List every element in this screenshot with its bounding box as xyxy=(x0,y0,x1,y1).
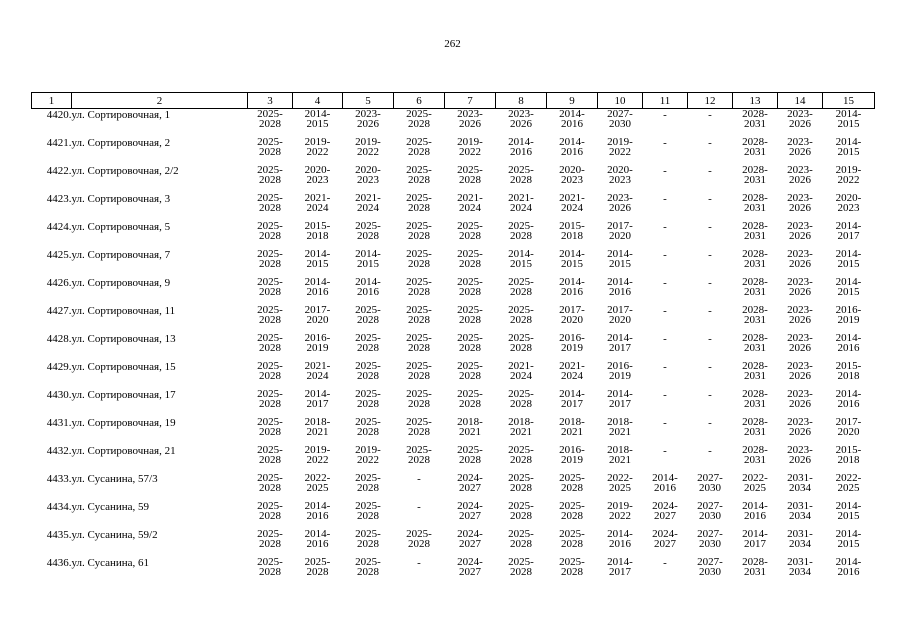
period-cell: 2017- 2020 xyxy=(835,416,862,438)
column-header: 3 xyxy=(248,93,293,109)
address-cell: ул. Сусанина, 61 xyxy=(71,557,150,569)
period-cell: 2023- 2026 xyxy=(787,136,813,158)
period-cell: 2028- 2031 xyxy=(742,136,768,158)
period-cell: 2014- 2016 xyxy=(304,500,331,522)
row-number: 4433. xyxy=(46,473,72,485)
table-row xyxy=(32,277,875,305)
period-cell: 2025- 2028 xyxy=(355,360,381,382)
period-cell: 2014- 2017 xyxy=(607,332,633,354)
period-cell: 2018- 2021 xyxy=(607,416,633,438)
period-cell: 2014- 2015 xyxy=(355,248,381,270)
column-header: 1 xyxy=(32,93,72,109)
period-cell: - xyxy=(663,193,667,205)
header-row xyxy=(32,93,875,109)
period-cell: 2014- 2016 xyxy=(559,276,585,298)
row-number: 4424. xyxy=(46,221,72,233)
period-cell: 2025- 2028 xyxy=(406,220,432,242)
period-cell: 2027- 2030 xyxy=(697,500,723,522)
period-cell: - xyxy=(708,109,712,121)
period-cell: - xyxy=(663,277,667,289)
period-cell: 2014- 2016 xyxy=(559,108,585,130)
period-cell: 2023- 2026 xyxy=(787,416,813,438)
period-cell: 2025- 2028 xyxy=(457,444,483,466)
period-cell: 2025- 2028 xyxy=(257,472,283,494)
address-cell: ул. Сусанина, 57/3 xyxy=(71,473,158,485)
period-cell: 2025- 2028 xyxy=(559,556,585,578)
row-number: 4421. xyxy=(46,137,72,149)
period-cell: 2025- 2028 xyxy=(355,332,381,354)
period-cell: 2028- 2031 xyxy=(742,304,768,326)
period-cell: 2025- 2028 xyxy=(355,304,381,326)
period-cell: 2025- 2028 xyxy=(304,556,331,578)
period-cell: 2025- 2028 xyxy=(406,192,432,214)
period-cell: 2025- 2028 xyxy=(257,360,283,382)
period-cell: 2021- 2024 xyxy=(304,360,331,382)
period-cell: 2014- 2017 xyxy=(607,556,633,578)
page-number: 262 xyxy=(444,38,461,50)
period-cell: 2025- 2028 xyxy=(257,332,283,354)
period-cell: - xyxy=(417,557,421,569)
period-cell: 2017- 2020 xyxy=(559,304,585,326)
row-number: 4432. xyxy=(46,445,72,457)
period-cell: 2025- 2028 xyxy=(457,248,483,270)
period-cell: 2023- 2026 xyxy=(787,108,813,130)
period-cell: 2025- 2028 xyxy=(559,472,585,494)
period-cell: 2021- 2024 xyxy=(355,192,381,214)
period-cell: 2028- 2031 xyxy=(742,276,768,298)
period-cell: 2014- 2017 xyxy=(607,388,633,410)
period-cell: 2019- 2022 xyxy=(355,136,381,158)
period-cell: - xyxy=(708,277,712,289)
period-cell: 2014- 2016 xyxy=(304,528,331,550)
period-cell: 2025- 2028 xyxy=(257,108,283,130)
period-cell: 2014- 2015 xyxy=(835,248,862,270)
period-cell: 2014- 2016 xyxy=(355,276,381,298)
period-cell: 2014- 2015 xyxy=(835,136,862,158)
period-cell: 2025- 2028 xyxy=(355,528,381,550)
period-cell: 2025- 2028 xyxy=(508,220,534,242)
period-cell: 2016- 2019 xyxy=(559,332,585,354)
period-cell: 2019- 2022 xyxy=(457,136,483,158)
period-cell: - xyxy=(708,193,712,205)
period-cell: 2014- 2016 xyxy=(835,332,862,354)
period-cell: 2020- 2023 xyxy=(304,164,331,186)
period-cell: - xyxy=(417,473,421,485)
period-cell: - xyxy=(663,361,667,373)
period-cell: 2025- 2028 xyxy=(457,360,483,382)
period-cell: 2016- 2019 xyxy=(559,444,585,466)
row-number: 4431. xyxy=(46,417,72,429)
period-cell: 2031- 2034 xyxy=(787,500,813,522)
period-cell: 2023- 2026 xyxy=(607,192,633,214)
period-cell: 2025- 2028 xyxy=(559,528,585,550)
period-cell: 2025- 2028 xyxy=(257,416,283,438)
period-cell: 2019- 2022 xyxy=(607,500,633,522)
column-header: 2 xyxy=(72,93,248,109)
table-row xyxy=(32,249,875,277)
column-header: 12 xyxy=(688,93,733,109)
period-cell: 2025- 2028 xyxy=(355,220,381,242)
row-number: 4420. xyxy=(46,109,72,121)
period-cell: 2025- 2028 xyxy=(508,164,534,186)
period-cell: 2016- 2019 xyxy=(835,304,862,326)
period-cell: 2019- 2022 xyxy=(835,164,862,186)
period-cell: - xyxy=(663,249,667,261)
address-cell: ул. Сортировочная, 5 xyxy=(71,221,171,233)
period-cell: 2019- 2022 xyxy=(304,444,331,466)
row-number: 4436. xyxy=(46,557,72,569)
period-cell: 2025- 2028 xyxy=(406,164,432,186)
column-header: 4 xyxy=(293,93,343,109)
period-cell: - xyxy=(708,305,712,317)
period-cell: - xyxy=(708,389,712,401)
period-cell: - xyxy=(663,417,667,429)
period-cell: - xyxy=(708,445,712,457)
table-row xyxy=(32,165,875,193)
period-cell: 2019- 2022 xyxy=(304,136,331,158)
address-cell: ул. Сортировочная, 3 xyxy=(71,193,171,205)
period-cell: 2025- 2028 xyxy=(257,388,283,410)
period-cell: - xyxy=(663,333,667,345)
column-header: 5 xyxy=(343,93,394,109)
period-cell: 2014- 2016 xyxy=(835,388,862,410)
period-cell: 2025- 2028 xyxy=(406,276,432,298)
period-cell: - xyxy=(708,165,712,177)
period-cell: 2025- 2028 xyxy=(559,500,585,522)
address-cell: ул. Сортировочная, 1 xyxy=(71,109,171,121)
period-cell: 2023- 2026 xyxy=(787,220,813,242)
address-cell: ул. Сортировочная, 2 xyxy=(71,137,171,149)
address-cell: ул. Сортировочная, 21 xyxy=(71,445,176,457)
period-cell: 2024- 2027 xyxy=(652,500,678,522)
column-header: 14 xyxy=(778,93,823,109)
table-row xyxy=(32,389,875,417)
column-header: 10 xyxy=(598,93,643,109)
period-cell: 2025- 2028 xyxy=(457,304,483,326)
row-number: 4434. xyxy=(46,501,72,513)
table-row xyxy=(32,501,875,529)
period-cell: 2022- 2025 xyxy=(304,472,331,494)
table-body xyxy=(32,109,875,586)
period-cell: 2028- 2031 xyxy=(742,164,768,186)
period-cell: - xyxy=(663,221,667,233)
period-cell: 2024- 2027 xyxy=(457,528,483,550)
period-cell: - xyxy=(663,109,667,121)
period-cell: 2028- 2031 xyxy=(742,444,768,466)
period-cell: 2023- 2026 xyxy=(508,108,534,130)
period-cell: 2031- 2034 xyxy=(787,528,813,550)
period-cell: 2020- 2023 xyxy=(835,192,862,214)
period-cell: 2014- 2016 xyxy=(652,472,678,494)
period-cell: 2014- 2016 xyxy=(559,136,585,158)
address-cell: ул. Сортировочная, 2/2 xyxy=(71,165,179,177)
period-cell: 2020- 2023 xyxy=(355,164,381,186)
address-cell: ул. Сортировочная, 9 xyxy=(71,277,171,289)
period-cell: 2019- 2022 xyxy=(607,136,633,158)
row-number: 4429. xyxy=(46,361,72,373)
period-cell: 2021- 2024 xyxy=(457,192,483,214)
period-cell: 2027- 2030 xyxy=(607,108,633,130)
period-cell: 2021- 2024 xyxy=(508,360,534,382)
period-cell: - xyxy=(708,249,712,261)
period-cell: 2027- 2030 xyxy=(697,472,723,494)
period-cell: 2025- 2028 xyxy=(257,276,283,298)
period-cell: 2025- 2028 xyxy=(508,304,534,326)
address-cell: ул. Сортировочная, 19 xyxy=(71,417,176,429)
period-cell: 2014- 2015 xyxy=(835,528,862,550)
address-cell: ул. Сортировочная, 7 xyxy=(71,249,171,261)
address-cell: ул. Сусанина, 59 xyxy=(71,501,150,513)
period-cell: 2025- 2028 xyxy=(508,388,534,410)
period-cell: 2023- 2026 xyxy=(787,332,813,354)
row-number: 4423. xyxy=(46,193,72,205)
period-cell: 2025- 2028 xyxy=(457,276,483,298)
period-cell: 2014- 2015 xyxy=(607,248,633,270)
period-cell: 2023- 2026 xyxy=(787,276,813,298)
period-cell: 2020- 2023 xyxy=(559,164,585,186)
period-cell: 2025- 2028 xyxy=(508,472,534,494)
period-cell: 2018- 2021 xyxy=(457,416,483,438)
period-cell: 2014- 2015 xyxy=(835,276,862,298)
period-cell: 2014- 2015 xyxy=(559,248,585,270)
period-cell: 2014- 2015 xyxy=(835,108,862,130)
period-cell: 2014- 2017 xyxy=(742,528,768,550)
period-cell: 2025- 2028 xyxy=(257,192,283,214)
period-cell: 2016- 2019 xyxy=(607,360,633,382)
period-cell: 2025- 2028 xyxy=(457,388,483,410)
table-row xyxy=(32,529,875,557)
period-cell: 2014- 2015 xyxy=(304,108,331,130)
period-cell: 2022- 2025 xyxy=(607,472,633,494)
period-cell: 2025- 2028 xyxy=(257,500,283,522)
period-cell: 2023- 2026 xyxy=(355,108,381,130)
table-row xyxy=(32,137,875,165)
period-cell: 2014- 2015 xyxy=(835,500,862,522)
period-cell: 2014- 2016 xyxy=(835,556,862,578)
period-cell: 2023- 2026 xyxy=(787,304,813,326)
period-cell: 2021- 2024 xyxy=(559,360,585,382)
period-cell: 2025- 2028 xyxy=(406,248,432,270)
period-cell: 2025- 2028 xyxy=(355,472,381,494)
address-cell: ул. Сусанина, 59/2 xyxy=(71,529,158,541)
period-cell: 2021- 2024 xyxy=(559,192,585,214)
period-cell: 2018- 2021 xyxy=(607,444,633,466)
period-cell: - xyxy=(663,389,667,401)
row-number: 4425. xyxy=(46,249,72,261)
period-cell: 2025- 2028 xyxy=(355,556,381,578)
row-number: 4426. xyxy=(46,277,72,289)
period-cell: 2020- 2023 xyxy=(607,164,633,186)
period-cell: 2014- 2016 xyxy=(742,500,768,522)
period-cell: 2023- 2026 xyxy=(787,388,813,410)
period-cell: 2014- 2016 xyxy=(607,528,633,550)
period-cell: 2017- 2020 xyxy=(607,220,633,242)
period-cell: 2031- 2034 xyxy=(787,472,813,494)
period-cell: 2018- 2021 xyxy=(304,416,331,438)
row-number: 4430. xyxy=(46,389,72,401)
period-cell: 2025- 2028 xyxy=(257,248,283,270)
period-cell: 2024- 2027 xyxy=(457,472,483,494)
period-cell: 2028- 2031 xyxy=(742,108,768,130)
period-cell: 2025- 2028 xyxy=(508,332,534,354)
period-cell: 2028- 2031 xyxy=(742,192,768,214)
period-cell: 2023- 2026 xyxy=(787,248,813,270)
period-cell: 2014- 2016 xyxy=(607,276,633,298)
period-cell: 2025- 2028 xyxy=(257,136,283,158)
table-row xyxy=(32,361,875,389)
period-cell: 2025- 2028 xyxy=(406,444,432,466)
column-header: 11 xyxy=(643,93,688,109)
period-cell: 2023- 2026 xyxy=(787,164,813,186)
period-cell: 2017- 2020 xyxy=(304,304,331,326)
period-cell: 2025- 2028 xyxy=(257,556,283,578)
column-header: 7 xyxy=(445,93,496,109)
period-cell: 2021- 2024 xyxy=(508,192,534,214)
period-cell: 2025- 2028 xyxy=(508,444,534,466)
column-header: 6 xyxy=(394,93,445,109)
period-cell: 2016- 2019 xyxy=(304,332,331,354)
period-cell: 2028- 2031 xyxy=(742,388,768,410)
row-number: 4435. xyxy=(46,529,72,541)
column-header: 13 xyxy=(733,93,778,109)
period-cell: 2025- 2028 xyxy=(406,528,432,550)
column-header: 9 xyxy=(547,93,598,109)
table-row xyxy=(32,333,875,361)
period-cell: 2025- 2028 xyxy=(355,388,381,410)
address-cell: ул. Сортировочная, 17 xyxy=(71,389,176,401)
period-cell: 2024- 2027 xyxy=(457,500,483,522)
row-number: 4428. xyxy=(46,333,72,345)
period-cell: - xyxy=(663,165,667,177)
register-table xyxy=(31,92,875,585)
period-cell: 2028- 2031 xyxy=(742,220,768,242)
period-cell: 2023- 2026 xyxy=(787,444,813,466)
period-cell: 2014- 2017 xyxy=(304,388,331,410)
period-cell: 2015- 2018 xyxy=(835,444,862,466)
period-cell: - xyxy=(708,221,712,233)
period-cell: 2028- 2031 xyxy=(742,248,768,270)
period-cell: 2028- 2031 xyxy=(742,360,768,382)
period-cell: 2025- 2028 xyxy=(508,528,534,550)
period-cell: - xyxy=(663,445,667,457)
period-cell: 2014- 2017 xyxy=(559,388,585,410)
period-cell: 2015- 2018 xyxy=(304,220,331,242)
period-cell: 2025- 2028 xyxy=(257,444,283,466)
period-cell: 2014- 2017 xyxy=(835,220,862,242)
table-row xyxy=(32,221,875,249)
period-cell: 2021- 2024 xyxy=(304,192,331,214)
period-cell: 2014- 2016 xyxy=(304,276,331,298)
period-cell: 2025- 2028 xyxy=(457,332,483,354)
period-cell: 2025- 2028 xyxy=(406,108,432,130)
period-cell: 2025- 2028 xyxy=(508,276,534,298)
period-cell: 2028- 2031 xyxy=(742,556,768,578)
period-cell: 2017- 2020 xyxy=(607,304,633,326)
period-cell: - xyxy=(663,305,667,317)
period-cell: 2027- 2030 xyxy=(697,556,723,578)
table-row xyxy=(32,445,875,473)
period-cell: 2024- 2027 xyxy=(652,528,678,550)
period-cell: 2014- 2016 xyxy=(508,136,534,158)
table-row xyxy=(32,473,875,501)
period-cell: 2025- 2028 xyxy=(457,220,483,242)
address-cell: ул. Сортировочная, 15 xyxy=(71,361,176,373)
period-cell: 2019- 2022 xyxy=(355,444,381,466)
period-cell: - xyxy=(708,417,712,429)
period-cell: 2028- 2031 xyxy=(742,416,768,438)
period-cell: 2031- 2034 xyxy=(787,556,813,578)
period-cell: 2025- 2028 xyxy=(406,416,432,438)
period-cell: 2024- 2027 xyxy=(457,556,483,578)
period-cell: 2023- 2026 xyxy=(787,192,813,214)
period-cell: 2025- 2028 xyxy=(406,332,432,354)
period-cell: 2025- 2028 xyxy=(406,388,432,410)
period-cell: 2025- 2028 xyxy=(508,500,534,522)
period-cell: 2027- 2030 xyxy=(697,528,723,550)
period-cell: - xyxy=(663,557,667,569)
period-cell: - xyxy=(663,137,667,149)
column-header: 8 xyxy=(496,93,547,109)
period-cell: - xyxy=(708,361,712,373)
period-cell: 2018- 2021 xyxy=(508,416,534,438)
period-cell: 2025- 2028 xyxy=(406,360,432,382)
period-cell: 2025- 2028 xyxy=(257,164,283,186)
address-cell: ул. Сортировочная, 13 xyxy=(71,333,176,345)
period-cell: 2025- 2028 xyxy=(508,556,534,578)
period-cell: - xyxy=(708,137,712,149)
table-row xyxy=(32,557,875,585)
period-cell: 2023- 2026 xyxy=(457,108,483,130)
period-cell: 2025- 2028 xyxy=(257,220,283,242)
period-cell: 2025- 2028 xyxy=(457,164,483,186)
table-row xyxy=(32,305,875,333)
row-number: 4422. xyxy=(46,165,72,177)
column-header: 15 xyxy=(823,93,875,109)
table-row xyxy=(32,109,875,138)
period-cell: 2025- 2028 xyxy=(355,500,381,522)
period-cell: 2018- 2021 xyxy=(559,416,585,438)
address-cell: ул. Сортировочная, 11 xyxy=(71,305,176,317)
period-cell: - xyxy=(708,333,712,345)
period-cell: - xyxy=(417,501,421,513)
period-cell: 2022- 2025 xyxy=(742,472,768,494)
row-number: 4427. xyxy=(46,305,72,317)
period-cell: 2025- 2028 xyxy=(257,528,283,550)
period-cell: 2025- 2028 xyxy=(257,304,283,326)
period-cell: 2015- 2018 xyxy=(835,360,862,382)
period-cell: 2025- 2028 xyxy=(355,416,381,438)
period-cell: 2023- 2026 xyxy=(787,360,813,382)
period-cell: 2028- 2031 xyxy=(742,332,768,354)
period-cell: 2022- 2025 xyxy=(835,472,862,494)
table-row xyxy=(32,417,875,445)
period-cell: 2014- 2015 xyxy=(304,248,331,270)
period-cell: 2014- 2015 xyxy=(508,248,534,270)
period-cell: 2015- 2018 xyxy=(559,220,585,242)
table-row xyxy=(32,193,875,221)
period-cell: 2025- 2028 xyxy=(406,136,432,158)
period-cell: 2025- 2028 xyxy=(406,304,432,326)
